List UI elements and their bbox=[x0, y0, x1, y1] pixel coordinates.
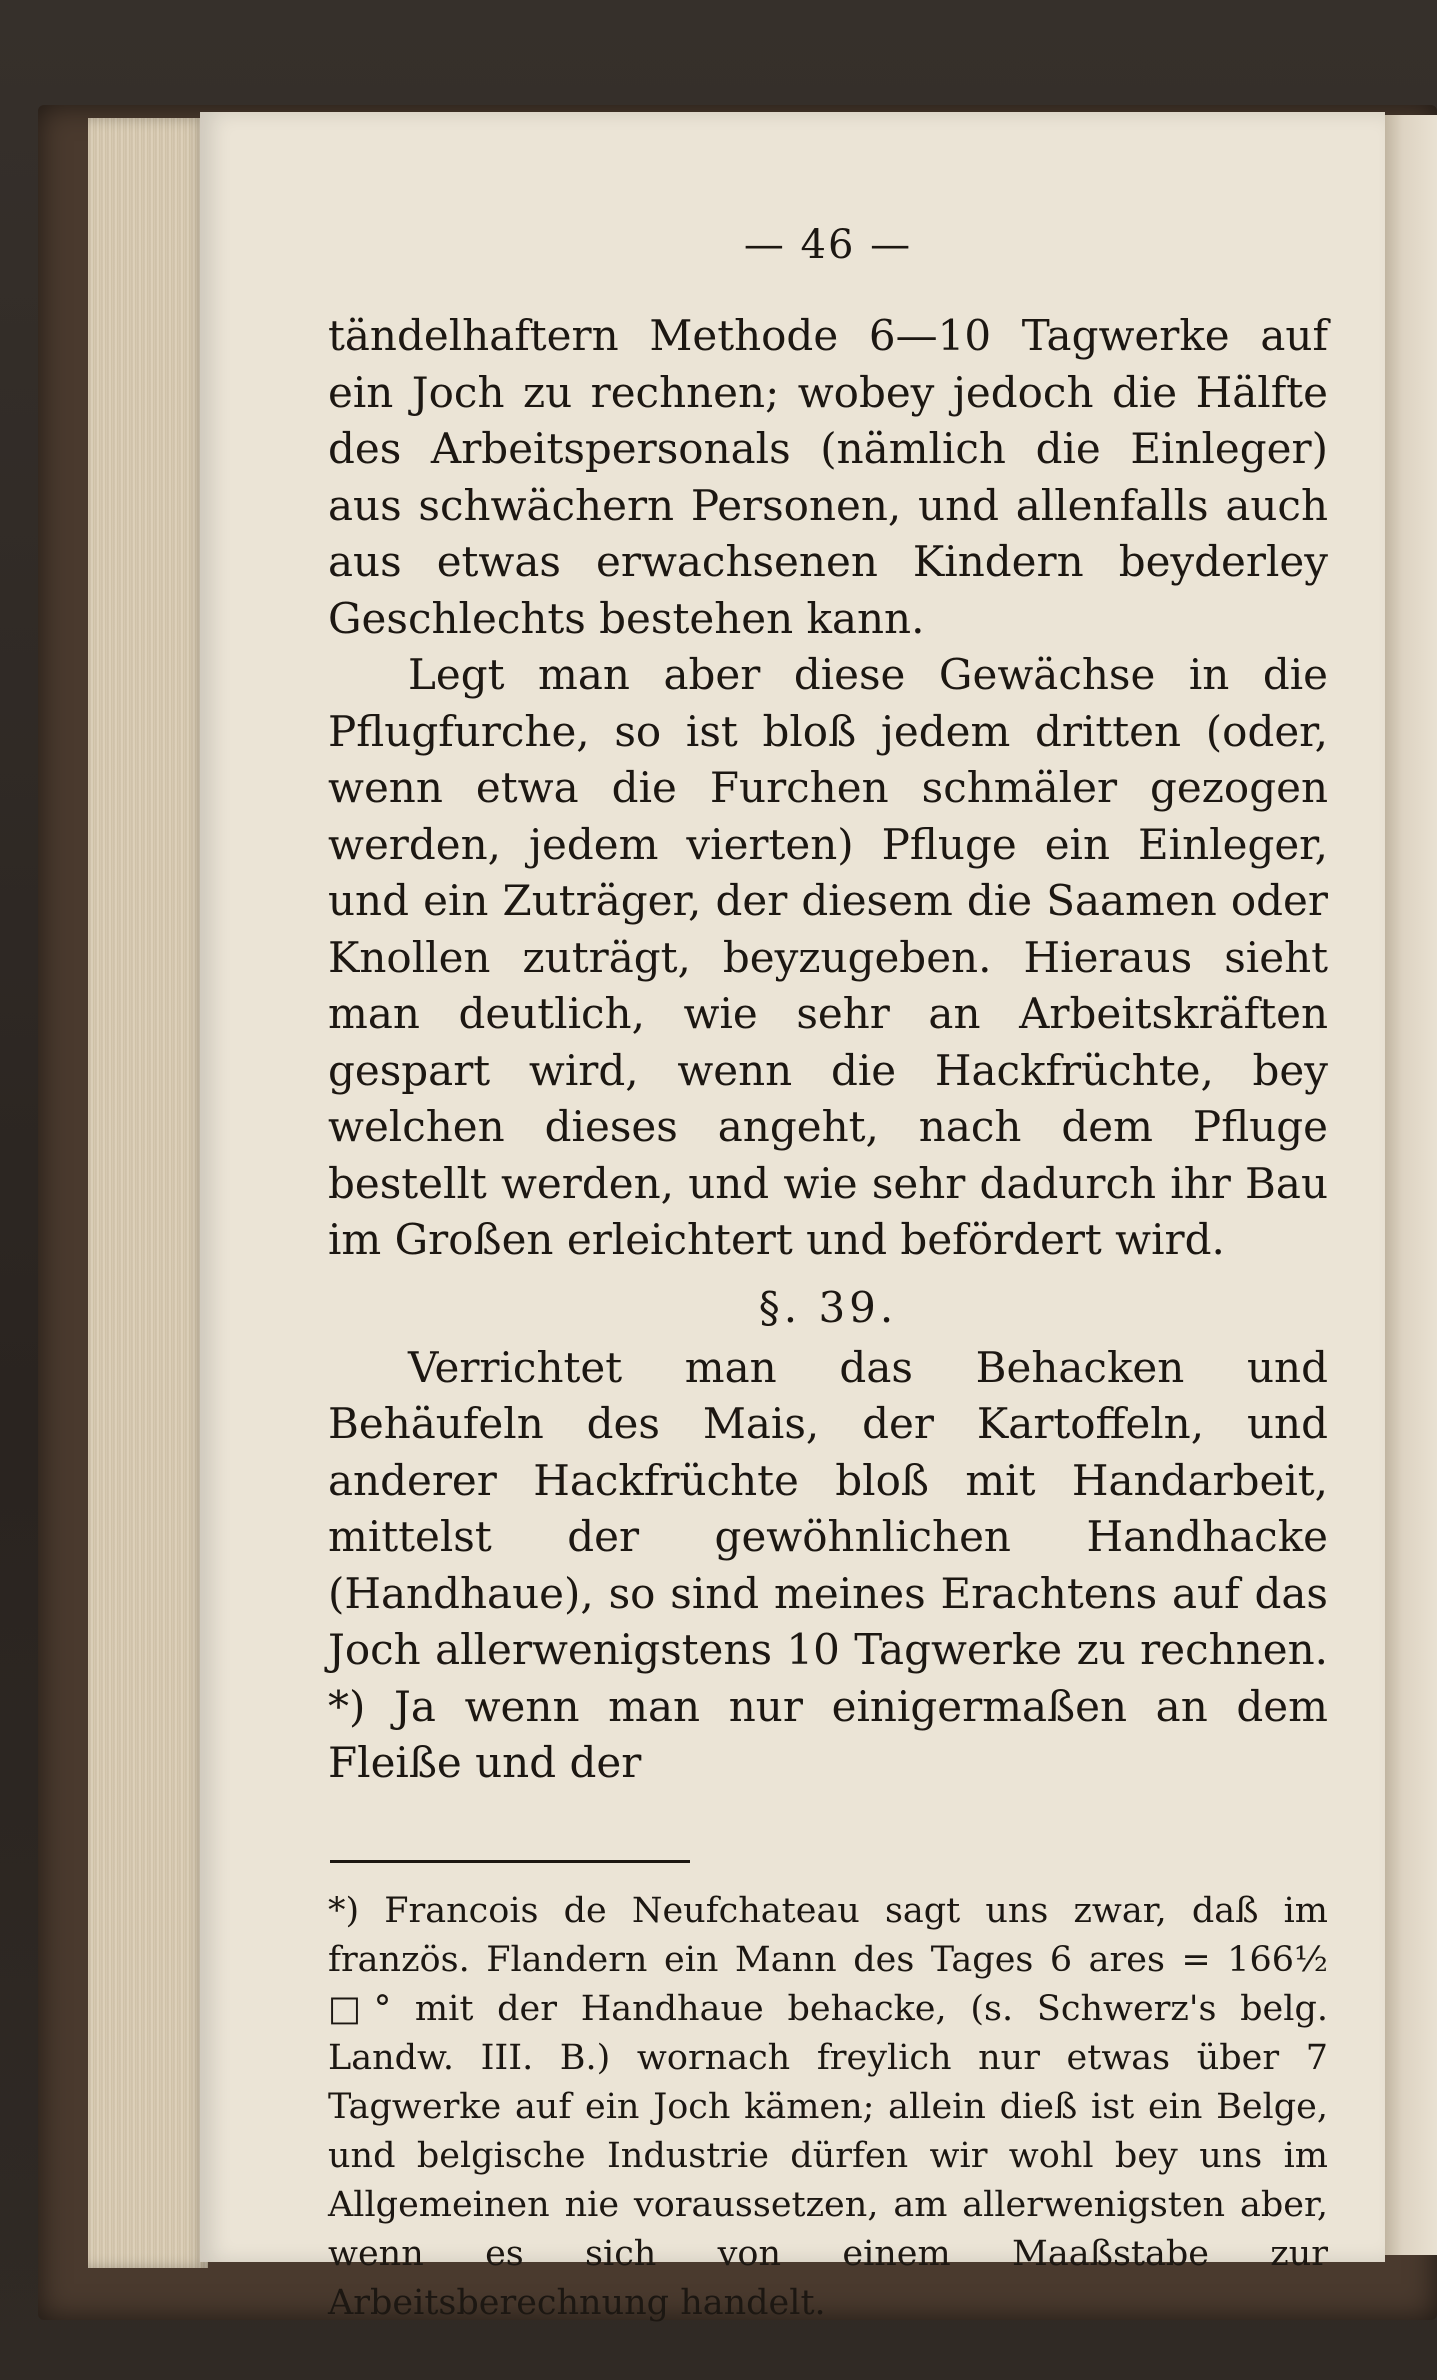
facing-page-edge bbox=[1380, 115, 1437, 2255]
section-heading: §. 39. bbox=[758, 1282, 898, 1332]
footnote bbox=[328, 1887, 1328, 2328]
book-page bbox=[200, 112, 1385, 2323]
section-paragraph: Verrichtet man das Behacken und Behäufeln des Mais, der Kartoffeln, und anderer Hackfrüchte bloß mit Handarbeit, mittelst der gewöhnlichen Handhacke (Handhaue), so sind meines Erachtens auf das Joch allerwenigstens 10 Tagwerke zu rechnen. *) Ja wenn man nur einigermaßen an dem Fleiße und der bbox=[328, 1342, 1328, 1787]
page-number: — 46 — bbox=[743, 222, 913, 268]
page-edges bbox=[88, 118, 208, 2268]
page-content bbox=[328, 222, 1328, 2328]
main-text bbox=[328, 308, 1328, 1792]
footnote-text: *) Francois de Neufchateau sagt uns zwar, daß im französ. Flandern ein Mann des Tages 6 ares = 166½ □° mit der Handhaue behacke, (s. Schwerz's belg. Landw. III. B.) wornach freylich nur etwas über 7 Tagwerke auf ein Joch kämen; allein dieß ist ein Belge, und belgische Industrie dürfen wir wohl bey uns im Allgemeinen nie voraussetzen, am allerwenigsten aber, wenn es sich von einem Maaßstabe zur Arbeitsberechnung handelt. bbox=[328, 1890, 1328, 2323]
paragraph-continued: tändelhaftern Methode 6—10 Tagwerke auf ein Joch zu rechnen; wobey jedoch die Hälfte des Arbeitspersonals (nämlich die Einleger) aus schwächern Personen, und allenfalls auch aus etwas erwachsenen Kindern beyderley Geschlechts bestehen kann. bbox=[328, 311, 1328, 643]
footnote-divider bbox=[330, 1860, 690, 1863]
paragraph: Legt man aber diese Gewächse in die Pflugfurche, so ist bloß jedem dritten (oder, wenn etwa die Furchen schmäler gezogen werden, jedem vierten) Pfluge ein Einleger, und ein Zuträger, der diesem die Saamen oder Knollen zuträgt, beyzugeben. Hieraus sieht man deutlich, wie sehr an Arbeitskräften gespart wird, wenn die Hackfrüchte, bey welchen dieses angeht, nach dem Pfluge bestellt werden, und wie sehr dadurch ihr Bau im Großen erleichtert und befördert wird. bbox=[328, 650, 1328, 1264]
